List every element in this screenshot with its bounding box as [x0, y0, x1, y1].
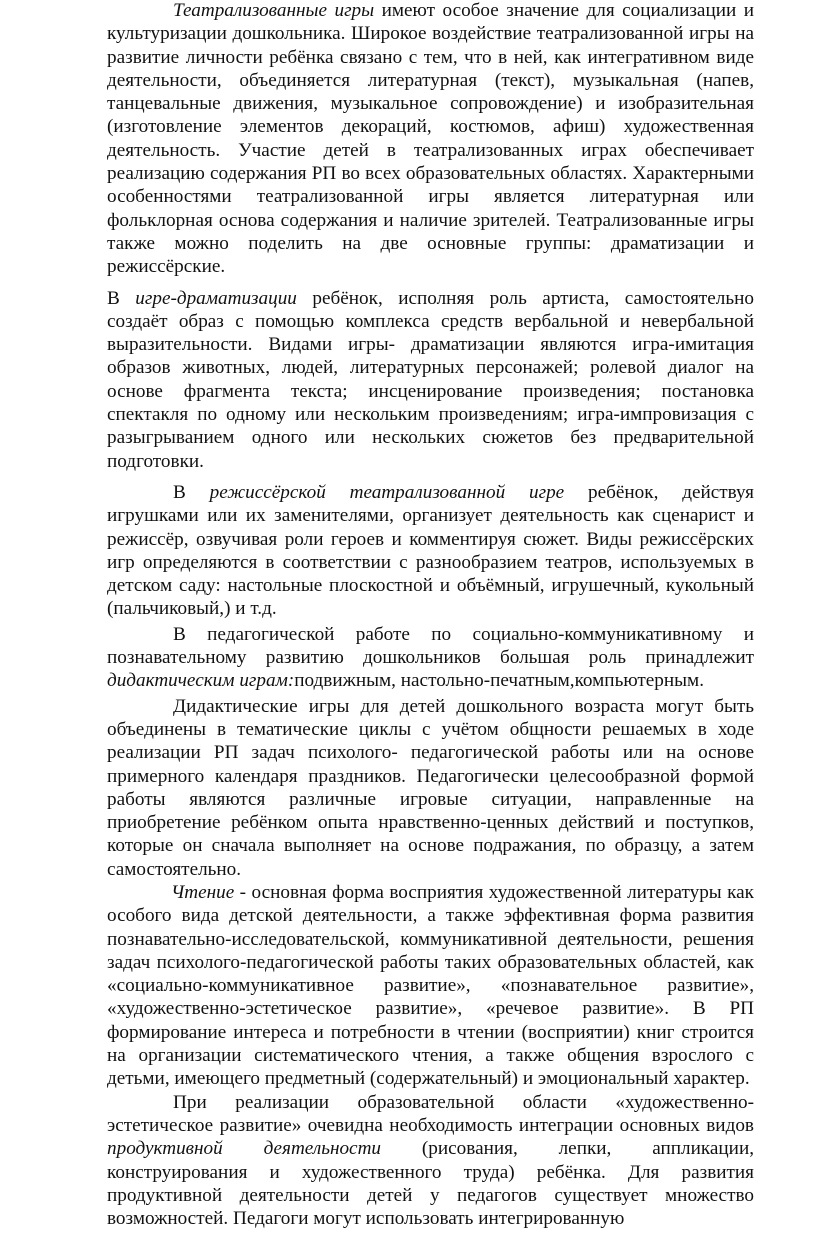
paragraph-text: В	[107, 287, 136, 309]
paragraph-text: ребёнок, исполняя роль артиста, самостоятельно создаёт образ с помощью комплекса средств вербальной и невербальной выразительности. Видами игры- драматизации являются игра-имитация образов животных, людей, литературных персонажей; ролевой диалог на основе фрагмента текста; инсценирование произведения; постановка спектакля по одному или нескольким произведениям; игра-импровизация с разыгрыванием одного или нескольких сюжетов без предварительной подготовки.	[107, 287, 754, 472]
paragraph-text: (рисования, лепки, аппликации, конструирования и художественного труда) ребёнка. Для развития продуктивной деятельности детей у педагогов существует множество возможностей. Педагоги могут использовать интегрированную	[107, 1138, 755, 1230]
paragraph-text: В педагогической работе по социально-коммуникативному и познавательному развитию дошкольников большая роль принадлежит	[107, 623, 754, 669]
paragraph-text: - основная форма восприятия художественной литературы как особого вида детской деятельности, а также эффективная форма развития познавательно-исследовательской, коммуникативной деятельности, решения задач психолого-педагогической работы таких образовательных областей, как «социально-коммуникативное развитие», «познавательное развитие», «художественно-эстетическое развитие», «речевое развитие». В РП формирование интереса и потребности в чтении (восприятии) книг строится на организации систематического чтения, а также общения взрослого с детьми, имеющего предметный (содержательный) и эмоциональный характер.	[107, 881, 754, 1090]
paragraph-text: ребёнок, действуя игрушками или их заменителями, организует деятельность как сценарист и режиссёр, озвучивая роли героев и комментируя сюжет. Виды режиссёрских игр определяются в соответствии с разнообразием театров, используемых в детском саду: настольные плоскостной и объёмный, игрушечный, кукольный (пальчиковый,) и т.д.	[107, 481, 754, 620]
term-dramatization-game: игре-драматизации	[135, 287, 297, 309]
paragraph-text: Дидактические игры для детей дошкольного возраста могут быть объединены в тематические циклы с учётом общности решаемых в ходе реализации РП задач психолого- педагогической работы или на основе примерного календаря праздников. Педагогически целесообразной формой работы являются различные игровые ситуации, направленные на приобретение ребёнком опыта нравственно-ценных действий и поступков, которые он сначала выполняет на основе подражания, по образцу, а затем самостоятельно.	[107, 695, 754, 880]
paragraph-text: подвижным, настольно-печатным,компьютерным.	[294, 670, 704, 692]
paragraph-didactic-games	[107, 695, 754, 881]
paragraph-productive-activity	[107, 1091, 754, 1231]
term-director-game: режиссёрской театрализованной игре	[209, 481, 565, 503]
paragraph-text: имеют особое значение для социализации и культуризации дошкольника. Широкое воздействие театрализованной игры на развитие личности ребёнка связано с тем, что в ней, как интегративном виде деятельности, объединяется литературная (текст), музыкальная (напев, танцевальные движения, музыкальное сопровождение) и изобразительная (изготовление элементов декораций, костюмов, афиш) художественная деятельность. Участие детей в театрализованных играх обеспечивает реализацию содержания РП во всех образовательных областях. Характерными особенностями театрализованной игры является литературная или фольклорная основа содержания и наличие зрителей. Театрализованные игры также можно поделить на две основные группы: драматизации и режиссёрские.	[107, 0, 754, 278]
document-body	[107, 0, 754, 1230]
paragraph-reading	[107, 881, 754, 1091]
paragraph-director-game	[107, 481, 754, 621]
paragraph-didactic-games-intro	[107, 623, 754, 693]
term-theatrical-games: Театрализованные игры	[173, 0, 375, 21]
paragraph-theatrical-games	[107, 0, 754, 279]
paragraph-dramatization-game	[107, 287, 754, 473]
term-reading: Чтение	[171, 881, 235, 903]
term-productive-activity: продуктивной деятельности	[107, 1138, 382, 1160]
paragraph-text: При реализации образовательной области «художественно-эстетическое развитие» очевидна необходимость интеграции основных видов	[107, 1091, 754, 1136]
paragraph-text: В	[173, 481, 210, 503]
term-didactic-games: дидактическим играм:	[107, 670, 295, 692]
